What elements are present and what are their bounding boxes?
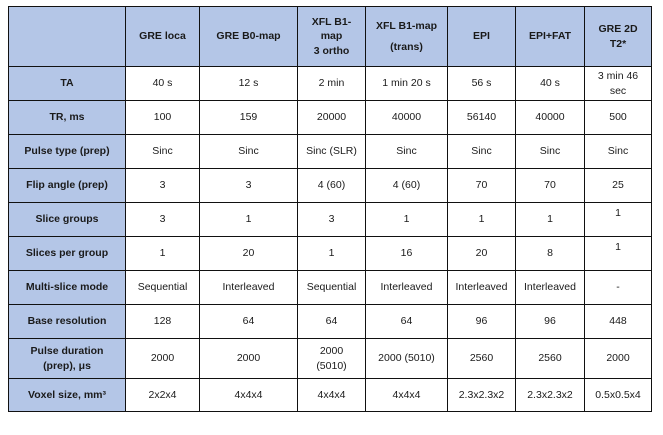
cell-line: Interleaved	[222, 281, 275, 294]
cell-line: 2.3x2.3x2	[527, 388, 573, 401]
cell-line: 20000	[316, 111, 347, 124]
table-cell	[200, 67, 298, 101]
table-cell	[585, 169, 652, 203]
row-label-line: Pulse type (prep)	[24, 145, 110, 158]
cell-line: 1	[478, 213, 485, 226]
row-label-line: Base resolution	[27, 315, 107, 328]
row-label-line: Slices per group	[25, 247, 109, 260]
table-cell	[516, 135, 585, 169]
table-cell	[200, 237, 298, 271]
cell-line: 4x4x4	[234, 388, 263, 401]
cell-line: 1	[328, 247, 335, 260]
table-cell	[516, 305, 585, 339]
cell-line: 40000	[391, 111, 422, 124]
cell-line: 64	[400, 315, 413, 328]
cell-line: 4x4x4	[317, 388, 346, 401]
cell-line: 20	[475, 247, 488, 260]
table-cell	[366, 305, 448, 339]
table-cell	[516, 67, 585, 101]
cell-line: 2000 (5010)	[378, 352, 435, 365]
table-cell	[516, 379, 585, 412]
sequence-parameters-table	[8, 6, 652, 412]
table-cell	[126, 67, 200, 101]
table-cell	[298, 339, 366, 379]
cell-line: 1	[615, 241, 621, 254]
header-line: GRE loca	[139, 30, 186, 43]
cell-line: 2000	[150, 352, 175, 365]
table-row	[9, 67, 652, 101]
table-cell	[585, 101, 652, 135]
row-label-line: Multi-slice mode	[25, 281, 109, 294]
table-cell	[200, 203, 298, 237]
row-label	[9, 169, 126, 203]
table-cell	[585, 305, 652, 339]
cell-line: 64	[325, 315, 338, 328]
table-cell	[298, 101, 366, 135]
table-cell	[516, 237, 585, 271]
cell-line: 3 min 46	[597, 70, 639, 83]
table-cell	[366, 169, 448, 203]
protocol-table-container	[8, 6, 652, 412]
header-line: T2*	[609, 37, 627, 50]
table-cell	[366, 379, 448, 412]
cell-line: 2560	[538, 352, 562, 365]
table-cell	[516, 101, 585, 135]
table-cell	[126, 271, 200, 305]
cell-line: Sinc	[396, 145, 417, 158]
cell-line: 0.5x0.5x4	[595, 388, 641, 401]
cell-line: 2000	[236, 352, 261, 365]
table-cell	[448, 101, 516, 135]
table-cell	[200, 101, 298, 135]
cell-line: 70	[475, 179, 488, 192]
table-cell	[516, 203, 585, 237]
table-cell	[200, 169, 298, 203]
cell-line: 3	[245, 179, 252, 192]
table-cell	[366, 339, 448, 379]
table-cell	[366, 237, 448, 271]
cell-line: Interleaved	[455, 281, 508, 294]
cell-line: 20	[242, 247, 255, 260]
row-label-line: Pulse duration	[30, 345, 104, 358]
cell-line: 4x4x4	[392, 388, 421, 401]
table-cell	[126, 339, 200, 379]
cell-line: 4 (60)	[392, 179, 421, 192]
row-label-line: (prep), μs	[43, 359, 91, 372]
column-header	[366, 7, 448, 67]
table-cell	[298, 67, 366, 101]
row-label-line: Slice groups	[35, 213, 99, 226]
table-row	[9, 271, 652, 305]
header-line: 3 ortho	[313, 44, 350, 57]
table-cell	[200, 305, 298, 339]
cell-line: 1	[245, 213, 252, 226]
table-cell	[126, 169, 200, 203]
table-cell	[585, 271, 652, 305]
cell-line: 1	[403, 213, 410, 226]
table-cell	[366, 101, 448, 135]
cell-line: 64	[242, 315, 255, 328]
cell-line: -	[616, 281, 620, 294]
row-label	[9, 379, 126, 412]
row-label	[9, 271, 126, 305]
cell-line: Interleaved	[380, 281, 433, 294]
row-label-line: TA	[60, 77, 74, 90]
table-cell	[516, 271, 585, 305]
table-row	[9, 237, 652, 271]
table-cell	[448, 203, 516, 237]
cell-line: 25	[612, 179, 624, 192]
row-label-line: Voxel size, mm³	[27, 388, 106, 401]
table-cell	[516, 339, 585, 379]
table-body	[9, 67, 652, 412]
cell-line: Sequential	[306, 281, 357, 294]
cell-line: 2000	[606, 352, 630, 365]
table-cell	[448, 305, 516, 339]
cell-line: 40000	[535, 111, 565, 124]
cell-line: 2.3x2.3x2	[458, 388, 505, 401]
table-cell	[585, 135, 652, 169]
cell-line: 4 (60)	[317, 179, 346, 192]
cell-line: 8	[547, 247, 553, 260]
header-line: XFL B1-map	[375, 20, 438, 33]
column-header	[298, 7, 366, 67]
table-row	[9, 101, 652, 135]
cell-line: 3	[159, 179, 166, 192]
cell-line: 128	[153, 315, 172, 328]
cell-line: 96	[475, 315, 488, 328]
cell-line: 40 s	[540, 77, 560, 90]
table-cell	[298, 203, 366, 237]
cell-line: Sinc	[238, 145, 259, 158]
table-cell	[200, 379, 298, 412]
cell-line: 2000	[319, 345, 344, 358]
header-line: (trans)	[390, 40, 423, 53]
column-header	[585, 7, 652, 67]
table-cell	[585, 339, 652, 379]
row-label	[9, 203, 126, 237]
cell-line: 2 min	[318, 77, 345, 90]
cell-line: 100	[153, 111, 172, 124]
table-cell	[448, 379, 516, 412]
column-header	[448, 7, 516, 67]
cell-line: sec	[609, 84, 627, 97]
row-label	[9, 135, 126, 169]
header-line: GRE 2D	[598, 23, 638, 36]
table-cell	[298, 379, 366, 412]
header-line: map	[320, 30, 343, 43]
cell-line: 2560	[469, 352, 494, 365]
cell-line: Sequential	[137, 281, 188, 294]
table-cell	[448, 169, 516, 203]
table-cell	[200, 271, 298, 305]
table-cell	[585, 203, 652, 237]
table-cell	[366, 67, 448, 101]
table-cell	[126, 135, 200, 169]
cell-line: 40 s	[152, 77, 173, 90]
row-label	[9, 305, 126, 339]
cell-line: 500	[609, 111, 627, 124]
cell-line: 448	[609, 315, 627, 328]
cell-line: 3	[328, 213, 335, 226]
cell-line: 1 min 20 s	[382, 77, 431, 90]
table-cell	[366, 271, 448, 305]
table-cell	[366, 203, 448, 237]
table-cell	[126, 305, 200, 339]
cell-line: 1	[159, 247, 166, 260]
table-cell	[298, 305, 366, 339]
table-row	[9, 169, 652, 203]
header-row	[9, 7, 652, 67]
table-cell	[126, 237, 200, 271]
row-label	[9, 237, 126, 271]
table-cell	[448, 271, 516, 305]
table-cell	[448, 135, 516, 169]
header-corner-cell	[9, 7, 126, 67]
table-cell	[298, 237, 366, 271]
table-cell	[126, 203, 200, 237]
row-label-line: TR, ms	[49, 111, 85, 124]
cell-line: 2x2x4	[148, 388, 177, 401]
cell-line: Sinc	[539, 145, 561, 158]
cell-line: 159	[239, 111, 258, 124]
table-cell	[366, 135, 448, 169]
table-cell	[126, 379, 200, 412]
table-cell	[126, 101, 200, 135]
table-cell	[585, 379, 652, 412]
column-header	[126, 7, 200, 67]
column-header	[516, 7, 585, 67]
table-cell	[448, 237, 516, 271]
cell-line: 1	[547, 213, 553, 226]
table-cell	[200, 339, 298, 379]
column-header	[200, 7, 298, 67]
cell-line: Sinc	[152, 145, 173, 158]
row-label	[9, 67, 126, 101]
cell-line: Interleaved	[524, 281, 576, 294]
cell-line: 3	[159, 213, 166, 226]
header-line: XFL B1-	[311, 16, 352, 29]
table-cell	[298, 135, 366, 169]
cell-line: (5010)	[316, 359, 347, 372]
header-line: GRE B0-map	[216, 30, 281, 43]
table-row	[9, 203, 652, 237]
cell-line: 56140	[466, 111, 497, 124]
table-cell	[585, 237, 652, 271]
cell-line: 70	[544, 179, 556, 192]
table-row	[9, 339, 652, 379]
table-row	[9, 305, 652, 339]
cell-line: 96	[544, 315, 556, 328]
table-row	[9, 135, 652, 169]
cell-line: Sinc (SLR)	[306, 145, 357, 158]
table-cell	[298, 271, 366, 305]
cell-line: 12 s	[238, 77, 259, 90]
table-cell	[200, 135, 298, 169]
cell-line: 56 s	[471, 77, 492, 90]
row-label	[9, 339, 126, 379]
table-cell	[448, 339, 516, 379]
row-label	[9, 101, 126, 135]
header-line: EPI+FAT	[528, 30, 572, 43]
row-label-line: Flip angle (prep)	[26, 179, 108, 192]
table-cell	[585, 67, 652, 101]
table-cell	[298, 169, 366, 203]
table-cell	[448, 67, 516, 101]
cell-line: Sinc	[607, 145, 629, 158]
cell-line: 1	[615, 207, 621, 220]
header-line: EPI	[473, 30, 490, 43]
cell-line: 16	[400, 247, 413, 260]
table-cell	[516, 169, 585, 203]
cell-line: Sinc	[471, 145, 492, 158]
table-row	[9, 379, 652, 412]
